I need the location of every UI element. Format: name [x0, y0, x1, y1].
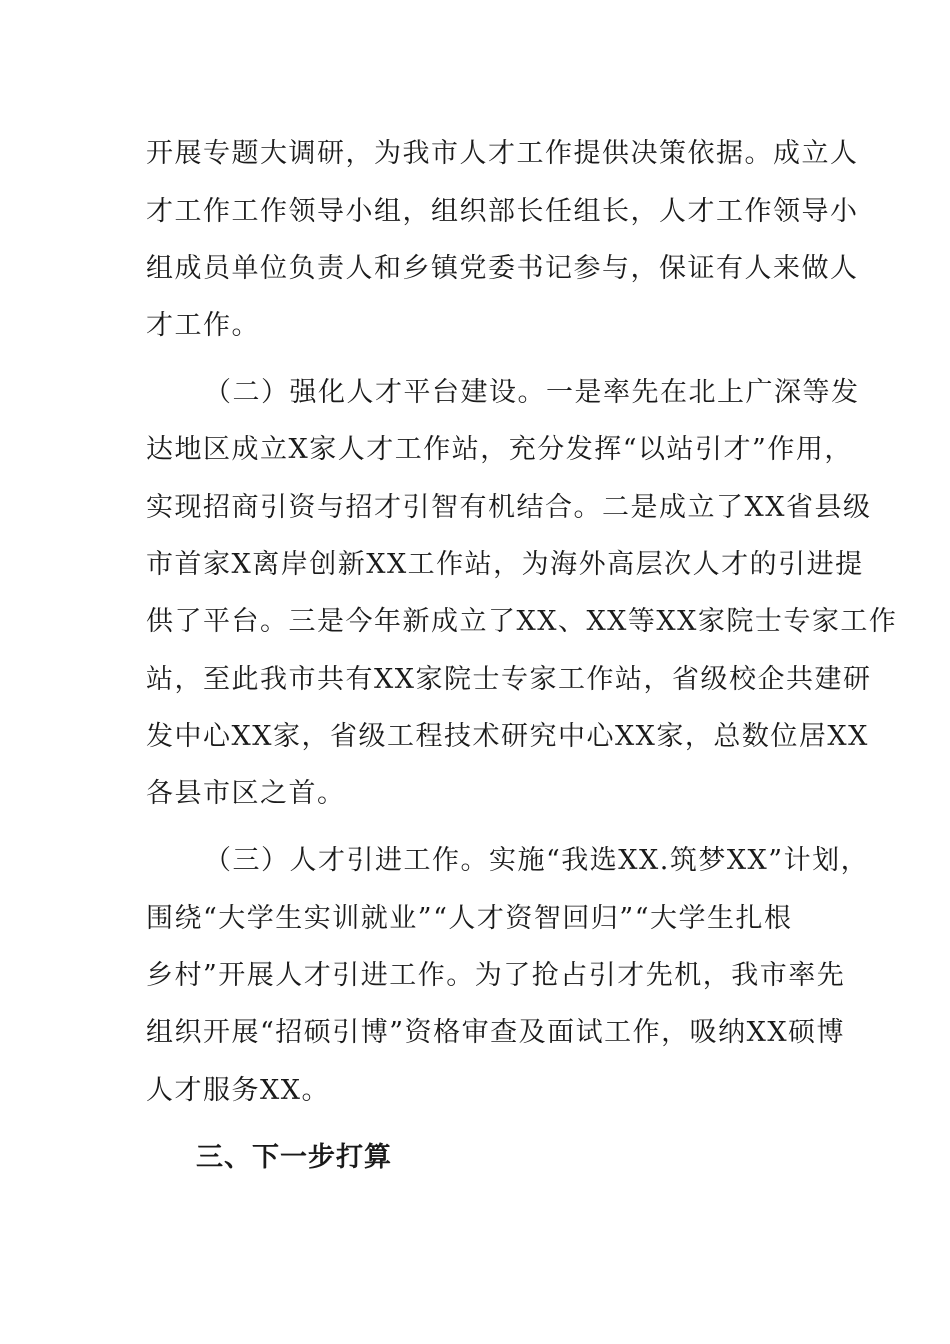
text-line: 组织开展“招硕引博”资格审查及面试工作，吸纳XX硕博: [146, 1017, 846, 1048]
text-line: 才工作工作领导小组，组织部长任组长，人才工作领导小: [146, 196, 859, 227]
text-line: 发中心XX家，省级工程技术研究中心XX家，总数位居XX: [146, 721, 869, 752]
text-line: 才工作。: [146, 310, 260, 341]
text-line: 市首家X离岸创新XX工作站，为海外高层次人才的引进提: [146, 549, 864, 580]
text-line: 实现招商引资与招才引智有机结合。二是成立了XX省县级: [146, 492, 872, 523]
text-line: 供了平台。三是今年新成立了XX、XX等XX家院士专家工作: [146, 606, 898, 637]
text-line: （二）强化人才平台建设。一是率先在北上广深等发: [204, 377, 860, 408]
text-line: （三）人才引进工作。实施“我选XX.筑梦XX”计划，: [204, 845, 870, 876]
text-line: 乡村”开展人才引进工作。为了抢占引才先机，我市率先: [146, 960, 846, 991]
text-line: 人才服务XX。: [146, 1075, 330, 1106]
text-line: 达地区成立X家人才工作站，充分发挥“以站引才”作用，: [146, 434, 853, 465]
text-line: 各县市区之首。: [146, 778, 346, 809]
text-line: 围绕“大学生实训就业”“人才资智回归”“大学生扎根: [146, 903, 793, 934]
section-heading: 三、下一步打算: [196, 1142, 392, 1173]
text-line: 开展专题大调研，为我市人才工作提供决策依据。成立人: [146, 138, 859, 169]
text-line: 站，至此我市共有XX家院士专家工作站，省级校企共建研: [146, 664, 872, 695]
text-line: 组成员单位负责人和乡镇党委书记参与，保证有人来做人: [146, 253, 859, 284]
